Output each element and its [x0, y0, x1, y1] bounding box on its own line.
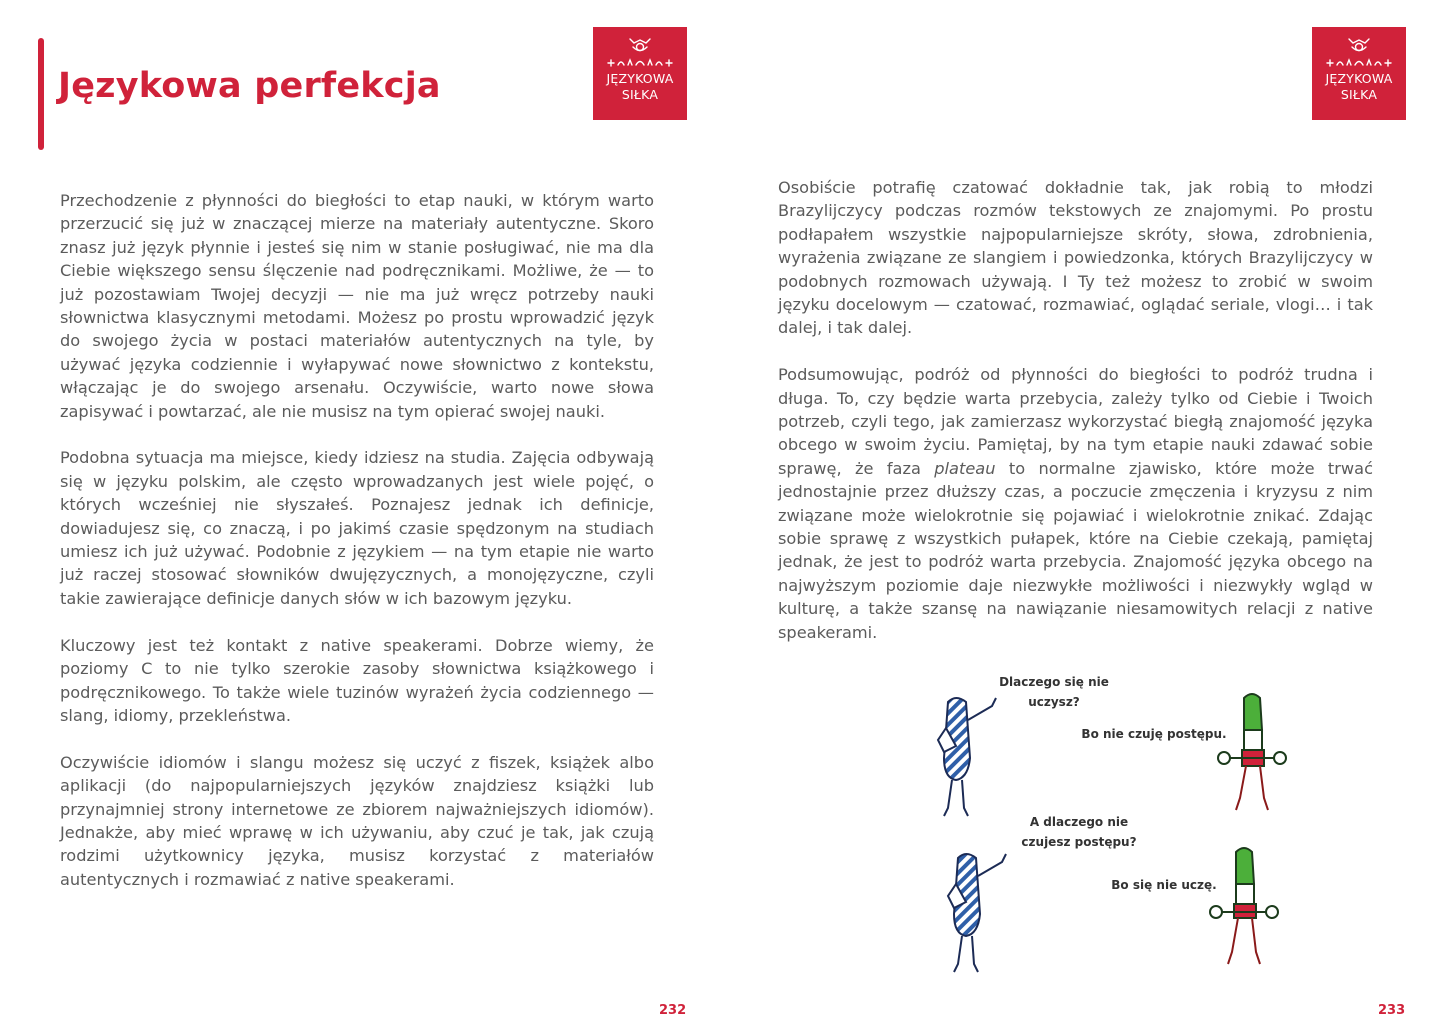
speech-text: A dlaczego nie — [1029, 815, 1129, 829]
brand-logo — [1312, 27, 1406, 120]
speech-bubble — [1014, 812, 1144, 852]
paragraph-text: to normalne zjawisko, które może trwać jednostajnie przez dłuższy czas, a poczucie zmęczenia i kryzysu z nim związane może wielokrotnie się pojawiać i wielokrotnie znikać. Zdając sobie sprawę z wszystkich pułapek, które na Ciebie czekają, pamiętaj jednak, że jest to podróż warta przebycia. Znajomość języka obcego na najwyższym poziomie daje niezwykłe możliwości i niezwykły wgląd w kulturę, a także szansę na nawiązanie niesamowitych relacji z native speakerami. — [778, 458, 1373, 642]
logo-text: JĘZYKOWA SIŁKA — [606, 71, 674, 102]
paragraph: Podobna sytuacja ma miejsce, kiedy idziesz na studia. Zajęcia odbywają się w języku polskim, ale często wprowadzanych jest wiele pojęć, o których wcześniej nie słyszałeś. Poznajesz jednak ich definicje, dowiadujesz się, co znaczą, i po jakimś czasie spędzonym na studiach umiesz ich już używać. Podobnie z językiem — na tym etapie nie warto już raczej stosować słowników dwujęzycznych, a monojęzyczne, czyli takie zawierające definicje danych słów w ich bazowym języku. — [60, 448, 654, 608]
left-text-column — [60, 189, 654, 915]
speech-bubble — [994, 672, 1114, 712]
speech-bubble — [1074, 724, 1234, 744]
title-accent-bar — [38, 38, 44, 150]
logo-emblem-icon — [1323, 35, 1395, 69]
speech-bubble — [1104, 875, 1224, 895]
logo-emblem-icon — [604, 35, 676, 69]
paragraph: Oczywiście idiomów i slangu możesz się uczyć z fiszek, książek albo aplikacji (do najpopularniejszych języków znajdziesz książki lub przynajmniej strony internetowe ze zbiorem najważniejszych idiomów). Jednakże, aby mieć wprawę w ich używaniu, aby czuć je tak, jak czują rodzimi użytkownicy języka, musisz korzystać z materiałów autentycznych i rozmawiać z native speakerami. — [60, 752, 654, 889]
page-number: 233 — [1378, 1003, 1406, 1018]
right-text-column — [778, 176, 1373, 668]
italian-figure-icon — [1210, 848, 1278, 964]
logo-text: JĘZYKOWA SIŁKA — [1325, 71, 1393, 102]
speech-text: czujesz postępu? — [1021, 835, 1137, 849]
chapter-title: Językowa perfekcja — [58, 66, 441, 106]
paragraph: Kluczowy jest też kontakt z native speakerami. Dobrze wiemy, że poziomy C to nie tylko szerokie zasoby słownictwa książkowego i podręcznikowego. To także wiele tuzinów wyrażeń życia codziennego — slang, idiomy, przekleństwa. — [60, 635, 654, 725]
page-number: 232 — [659, 1003, 687, 1018]
paragraph: Osobiście potrafię czatować dokładnie tak, jak robią to młodzi Brazylijczycy podczas rozmów tekstowych ze znajomymi. Po prostu podłapałem wszystkie najpopularniejsze skróty, słowa, zdrobnienia, wyrażenia związane ze slangiem i powiedzonka, których Brazylijczycy w podobnych rozmowach używają. I Ty też możesz to zrobić w swoim języku docelowym — czatować, rozmawiać, oglądać seriale, vlogi… i tak dalej, i tak dalej. — [778, 178, 1373, 338]
italian-figure-icon — [1218, 694, 1286, 810]
greek-figure-icon — [948, 854, 1006, 972]
paragraph — [778, 363, 1373, 644]
speech-text: Dlaczego się nie — [999, 675, 1109, 689]
speech-text: Bo się nie uczę. — [1111, 878, 1217, 892]
right-page — [716, 0, 1432, 1033]
speech-text: Bo nie czuję postępu. — [1081, 727, 1227, 741]
comic-illustration — [934, 668, 1294, 978]
greek-figure-icon — [938, 698, 996, 816]
paragraph: Przechodzenie z płynności do biegłości to etap nauki, w którym warto przerzucić się już w znaczącej mierze na materiały autentyczne. Skoro znasz już język płynnie i jesteś się nim w stanie posługiwać, nie ma dla Ciebie większego sensu ślęczenie nad podręcznikami. Możliwe, że — to już pozostawiam Twojej decyzji — nie ma już wręcz potrzeby nauki słownictwa klasycznymi metodami. Możesz po prostu wprowadzić język do swojego życia w postaci materiałów autentycznych na tyle, by używać języka codziennie i wyłapywać nowe słownictwo z kontekstu, włączając je do swojego arsenału. Oczywiście, warto nowe słowa zapisywać i powtarzać, ale nie musisz na tym opierać swojej nauki. — [60, 191, 654, 421]
emphasized-term: plateau — [934, 458, 996, 478]
brand-logo — [593, 27, 687, 120]
paragraph-text: Podsumowując, podróż od płynności do biegłości to podróż trudna i długa. To, czy będzie warta przebycia, zależy tylko od Ciebie i Twoich potrzeb, czyli tego, jak zamierzasz wykorzystać biegłą znajomość języka obcego w swoim życiu. Pamiętaj, by na tym etapie nauki zdawać sobie sprawę, że faza — [778, 365, 1373, 478]
speech-text: uczysz? — [1028, 695, 1080, 709]
